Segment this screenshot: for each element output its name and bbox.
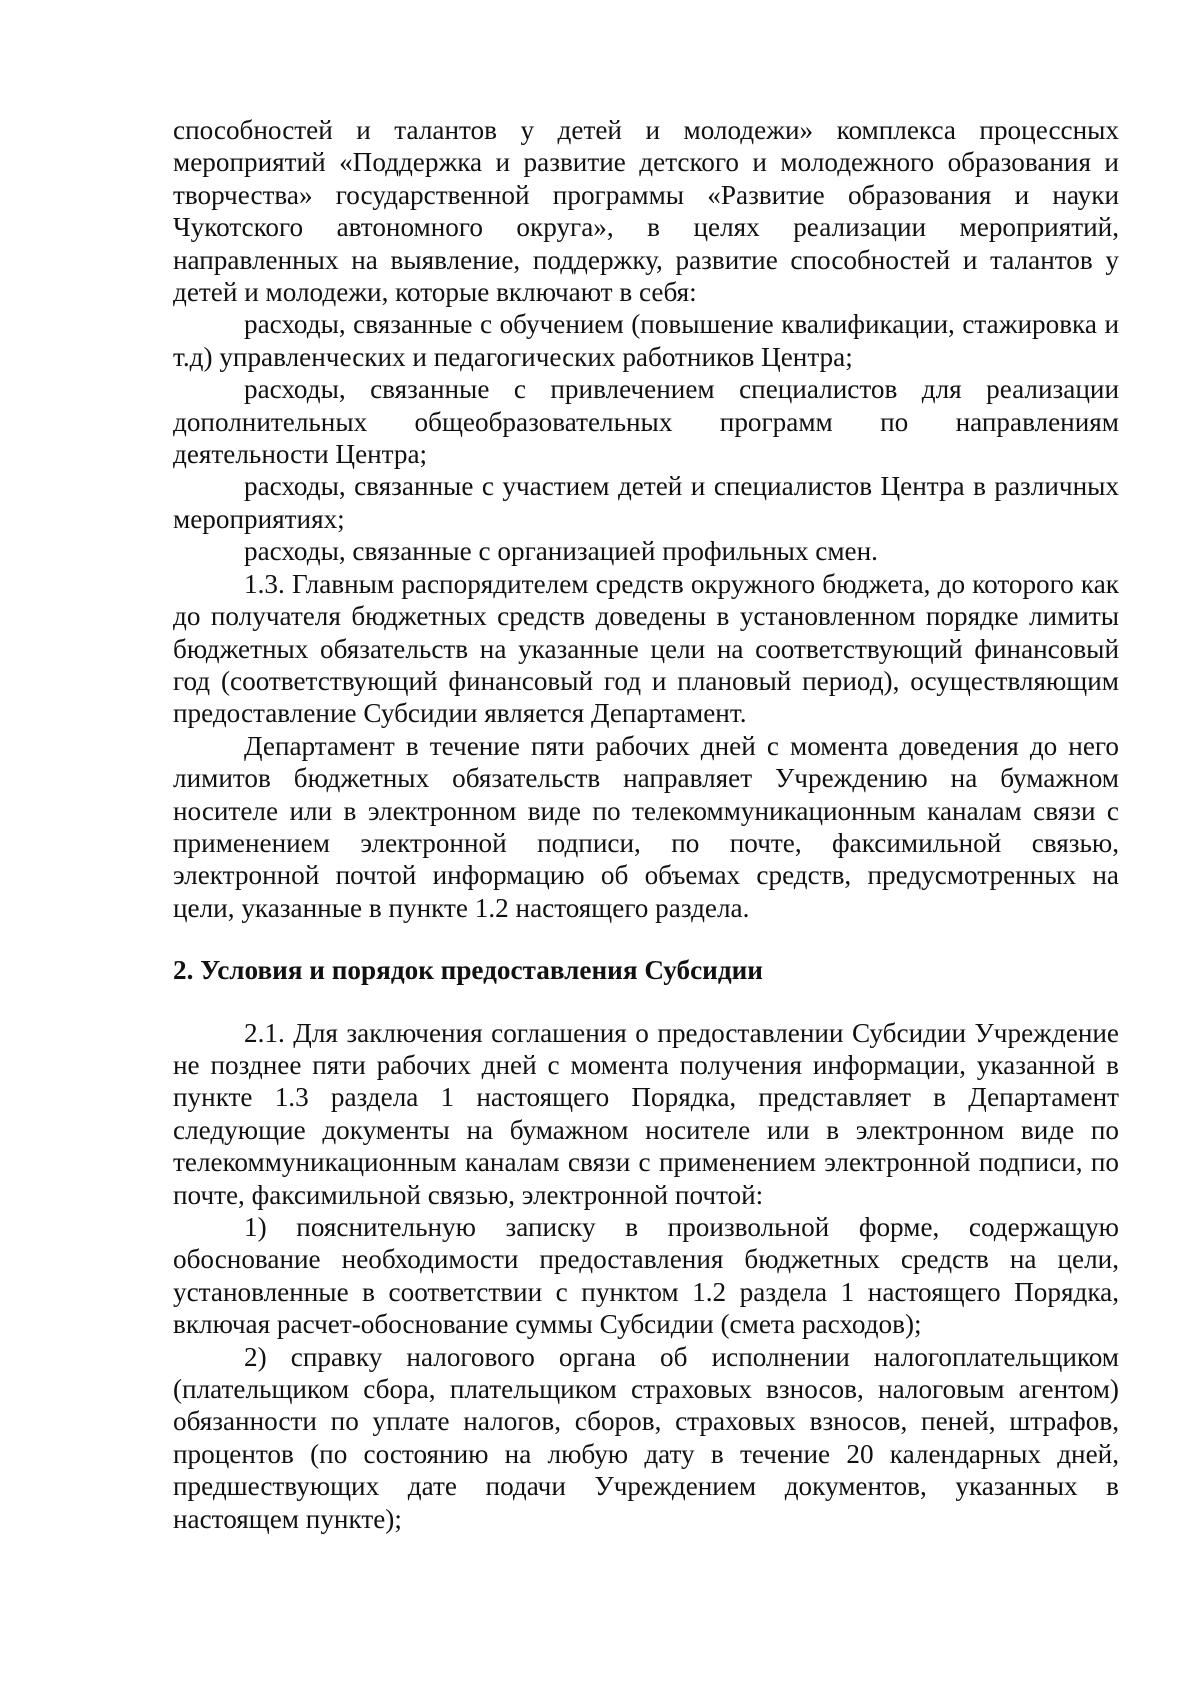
paragraph-events-expenses: расходы, связанные с участием детей и специалистов Центра в различных мероприятиях; xyxy=(173,471,1119,534)
paragraph-training-expenses: расходы, связанные с обучением (повышение квалификации, стажировка и т.д) управленческих и педагогических работников Центра; xyxy=(173,309,1119,372)
section-heading: 2. Условия и порядок предоставления Субсидии xyxy=(173,955,763,986)
paragraph-1-3: 1.3. Главным распорядителем средств окружного бюджета, до которого как до получателя бюджетных средств доведены в установленном порядке лимиты бюджетных обязательств на указанные цели на соответствующий финансовый год (соответствующий финансовый год и плановый период), осуществляющим предоставление Субсидии является Департамент. xyxy=(173,568,1119,729)
paragraph-item-2: 2) справку налогового органа об исполнении налогоплательщиком (плательщиком сбора, плательщиком страховых взносов, налоговым агентом) обязанности по уплате налогов, сборов, страховых взносов, пеней, штрафов, процентов (по состоянию на любую дату в течение 20 календарных дней, предшествующих дате подачи Учреждением документов, указанных в настоящем пункте); xyxy=(173,1341,1119,1534)
paragraph-2-1: 2.1. Для заключения соглашения о предоставлении Субсидии Учреждение не позднее пяти рабочих дней с момента получения информации, указанной в пункте 1.3 раздела 1 настоящего Порядка, представляет в Департамент следующие документы на бумажном носителе или в электронном виде по телекоммуникационным каналам связи с применением электронной подписи, по почте, факсимильной связью, электронной почтой: xyxy=(173,1017,1119,1210)
paragraph-intro-continuation: способностей и талантов у детей и молодежи» комплекса процессных мероприятий «Поддержка и развитие детского и молодежного образования и творчества» государственной программы «Развитие образования и науки Чукотского автономного округа», в целях реализации мероприятий, направленных на выявление, поддержку, развитие способностей и талантов у детей и молодежи, которые включают в себя: xyxy=(173,115,1119,308)
document-page xyxy=(173,114,1119,1535)
paragraph-item-1: 1) пояснительную записку в произвольной форме, содержащую обоснование необходимости предоставления бюджетных средств на цели, установленные в соответствии с пунктом 1.2 раздела 1 настоящего Порядка, включая расчет-обоснование суммы Субсидии (смета расходов); xyxy=(173,1212,1119,1340)
paragraph-specialists-expenses: расходы, связанные с привлечением специалистов для реализации дополнительных общеобразовательных программ по направлениям деятельности Центра; xyxy=(173,374,1119,470)
paragraph-camp-expenses: расходы, связанные с организацией профильных смен. xyxy=(244,536,878,567)
paragraph-department-notice: Департамент в течение пяти рабочих дней с момента доведения до него лимитов бюджетных обязательств направляет Учреждению на бумажном носителе или в электронном виде по телекоммуникационным каналам связи с применением электронной подписи, по почте, факсимильной связью, электронной почтой информацию об объемах средств, предусмотренных на цели, указанные в пункте 1.2 настоящего раздела. xyxy=(173,730,1119,923)
